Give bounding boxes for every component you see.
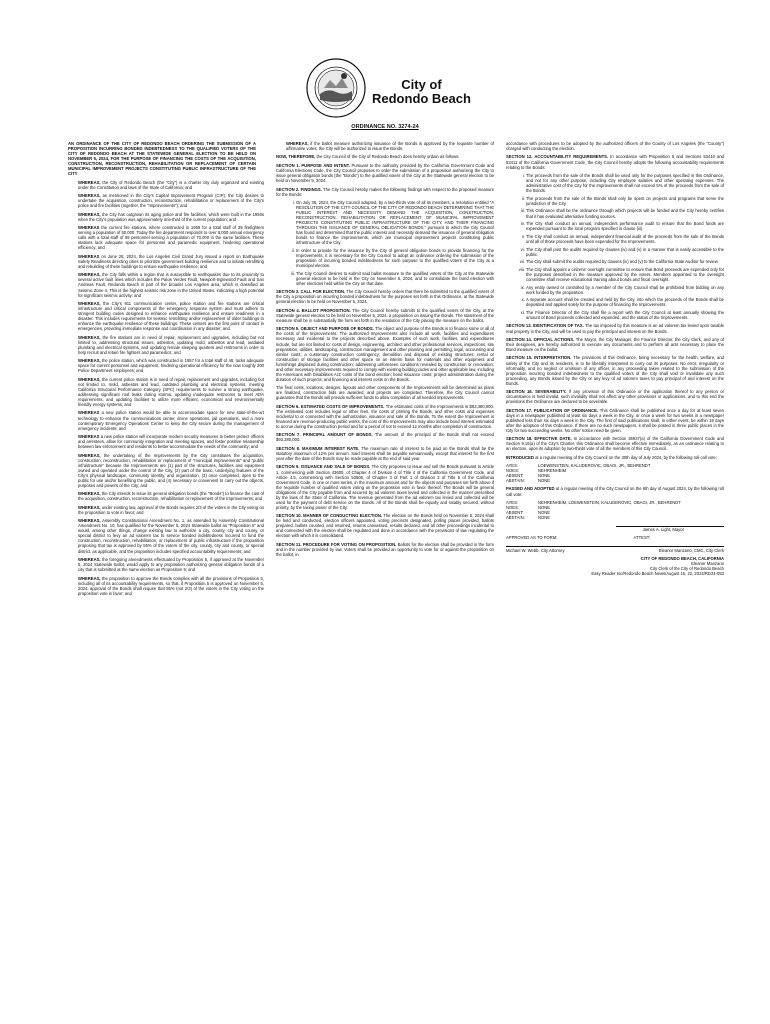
list-item: x. A separate account shall be created and held by the City, into which the proceeds of the Bonds shall be deposited and applied solely for the purpose of financing the Improvements. (526, 297, 724, 307)
vote-names: NONE (538, 478, 551, 484)
paragraph: WHEREAS, under existing law, approval of the Bonds requires 2/3 of the voters in the City voting on the proposition to vote in favor; and (78, 504, 264, 515)
paragraph: WHEREAS, the proposition to approve the Bonds complies with all the provisions of Proposition 5, including all of its accountability requirements, so that, if Proposition 5 is approved on November 5, 2024, approval of the Bonds shall require that 55% (not 2/3) of the voters in the City voting on the proposition vote in favor; and (78, 575, 264, 596)
list-item: v. The City shall conduct an annual, independent financial audit of the proceeds from the sale of the Bonds until all of those proceeds have been expended for the Improvements. (526, 234, 724, 244)
paragraph: INTRODUCED at a regular meeting of the City Council on the 30th day of July 2024, by the following roll call vote: (506, 454, 717, 460)
attorney-signature: Michael W. Webb, City Attorney (506, 547, 565, 553)
vote-label: AYES: (506, 463, 519, 469)
paragraph: accordance with procedures to be adopted by the authorized officers of the County of Los Angeles (the “County”) charged with conducting the election. (506, 141, 724, 152)
list-item: viii. The City shall appoint a citizens’ oversight committee to ensure that Bond proceeds are expended only for the purposes described in the measure approved by the voters. Members appointed to the oversight committee shall receive educational training about bonds and fiscal oversight. (526, 267, 724, 282)
list-item: xi. The Finance Director of the City shall file a report with the City Council at least annually showing the amount of Bond proceeds collected and expended, and the status of the Improvements. (526, 310, 724, 320)
footer-clerk-name: Eleanor Manzano (691, 560, 724, 566)
paragraph: SECTION 2. FINDINGS. The City Council hereby makes the following findings with respect to the proposed measure for the Bonds: (276, 186, 494, 197)
city-title (372, 78, 471, 106)
sections-1-2 (276, 141, 494, 197)
vote-names: NONE (538, 509, 551, 515)
approval-row (506, 535, 724, 540)
accountability-list (506, 173, 724, 320)
ordinance-title: AN ORDINANCE OF THE CITY OF REDONDO BEACH ORDERING THE SUBMISSION OF A PROPOSITION INCURRING BONDED INDEBTEDNESS TO THE QUALIFIED VOTERS OF THE CITY OF REDONDO BEACH AT THE STATEWIDE GENERAL ELECTION TO BE HELD ON NOVEMBER 5, 2024, FOR THE PURPOSE OF FINANCING THE COSTS OF THE ACQUISITION, CONSTRUCTION, RECONSTRUCTION, REHABILITATION OR REPLACEMENT OF CERTAIN MUNICIPAL IMPROVEMENT PROJECTS CONSTITUTING PUBLIC INFRASTRUCTURE OF THE CITY (68, 141, 256, 177)
roll-call-introduced (506, 463, 724, 483)
list-item: ix. Any entity owned or controlled by a member of the City Council shall be prohibited from bidding on any work funded by the proposition. (526, 285, 724, 295)
paragraph: WHEREAS, the City of Redondo Beach (the “City”) is a charter city duly organized and existing under the Constitution and laws of the State of California; and (78, 179, 264, 190)
paragraph: WHEREAS a new police station will incorporate modern security measures to better protect officers and arrestees, allow for community integration and meeting spaces, and foster positive relationship between law enforcement and residents to better accommodate the needs of the community; and (78, 434, 264, 450)
paragraph: SECTION 8. MAXIMUM INTEREST RATE. The maximum rate of interest to be paid on the Bonds shall be the statutory maximum of 12% per annum. Said interest shall be payable semiannually, except that interest for the first year after the date of the Bonds may be made payable at the end of said year. (276, 445, 495, 462)
vote-label: ABSTAIN: (506, 514, 525, 520)
paragraph: SECTION 13. IDENTIFICATION OF TAX. The tax imposed by this measure is an ad valorem tax levied upon taxable real property in the City, and will be used to pay the principal and interest on the Bonds. (506, 323, 724, 334)
vote-names: NONE (538, 473, 551, 479)
passed-adopted: PASSED AND ADOPTED at a regular meeting of the City Council on the 6th day of August 2024, by the following roll call vote: (506, 486, 724, 497)
city-title-line1: City of (401, 77, 442, 92)
sections-3-11 (276, 289, 494, 557)
signature-row (506, 546, 724, 553)
paragraph: SECTION 9. ISSUANCE AND SALE OF BONDS. The City proposes to issue and sell the Bonds pursuant to Article 1, commencing with Section 43600, of Chapter 4 of Division 4 of Title 4 of the California Government Code, and Article 4.5, commencing with Section 53506, of Chapter 3 of Part 1 of Division 2 of Title 5 of the California Government Code, in one or more series, in the maximum amount and for the objects and purposes set forth above if the requisite number of qualified voters voting on the proposition vote in favor thereof. The Bonds will be general obligations of the City payable from and secured by ad valorem taxes levied and collected in the manner prescribed by the laws of the State of California. The revenue generated from the ad valorem tax levied and collected will be used for the payment of debt service on the Bonds. All of the Bonds shall be equally and ratably secured, without priority, by the taxing power of the City. (276, 464, 494, 510)
approved-label: APPROVED AS TO FORM: (506, 534, 558, 540)
paragraph: WHEREAS, the undertaking of the Improvements by the City constitutes the acquisition, construction, reconstruction, rehabilitation or replacement of “municipal improvements” and “public infrastructure” because the Improvements are (1) part of the structures, facilities and equipment owned and operated under the control of the City, (2) part of the basic, underlying features of the City’s physical landscape, community identity, and organization, (3) once completed, open to the public for use and/or benefiting the public, and (4) necessary or convenient to carry out the objects, purposes and powers of the City; and (78, 452, 264, 488)
paragraph: SECTION 4. BALLOT PROPOSITION. The City Council hereby submits to the qualified voters of the City, at the Statewide general election to be held on November 5, 2024, a proposition on issuing the Bonds. The statement of the measure shall be in substantially the form set forth in the resolution of the City placing the measure on the ballot. (276, 307, 495, 323)
paragraph: SECTION 18. EFFECTIVE DATE. In accordance with Section 36937(a) of the California Government Code and Section 9.16(a) of the City’s Charter, this Ordinance shall become effective immediately, as an ordinance relating to an election, upon its adoption by two-thirds vote of all the members of this City Council. (506, 436, 724, 452)
clerk-signature: Eleanor Manzano, CMC, City Clerk (658, 547, 724, 553)
list-item: i. On July 30, 2024, the City Council adopted, by a two-thirds vote of all its members, a resolution entitled “A RESOLUTION OF THE CITY COUNCIL OF THE CITY OF REDONDO BEACH DETERMINING THAT THE PUBLIC INTEREST AND NECESSITY DEMAND THE ACQUISITION, CONSTRUCTION, RECONSTRUCTION, REHABILITATION OR REPLACEMENT OF MUNICIPAL IMPROVEMENT PROJECTS CONSTITUTING PUBLIC INFRASTRUCTURE OF THE CITY, AND THEIR FINANCING THROUGH THE ISSUANCE OF GENERAL OBLIGATION BONDS,” pursuant to which the City Council has found and determined that the public interest and necessity demand the issuance of general obligation bonds to finance the Improvements, which are municipal improvement projects constituting public infrastructure of the City. (296, 200, 494, 245)
column-left (68, 141, 264, 599)
vote-label: ABSTAIN: (506, 478, 525, 484)
vote-label: NOES: (506, 468, 520, 474)
city-seal-icon (306, 58, 366, 118)
paragraph: SECTION 17. PUBLICATION OF ORDINANCE. This Ordinance shall be published once a day for at least seven days in a newspaper published at least six days a week in the City, or once a week for two weeks in a newspaper published less than six days a week in the City. The first of said publications shall, in either event, be within 15 days after the adoption of this Ordinance. If there are no such newspapers, it shall be posted in three public places in the City for two succeeding weeks. No other notice need be given. (506, 407, 724, 433)
vote-label: ABSENT: (506, 509, 524, 515)
paragraph: WHEREAS, the City intends to issue its general obligation bonds (the “Bonds”) to finance the cost of the acquisition, construction, reconstruction, rehabilitation or replacement of the Improvements; and (78, 491, 264, 502)
paragraph: SECTION 1. PURPOSE AND INTENT. Pursuant to the authority provided by the California Government Code and California Elections Code, the City Council proposes to order the submission of a proposition authorizing the City to issue general obligation bonds (the “Bonds”) to the qualified voters of the City at the Statewide general election to be held on November 5, 2024. (276, 162, 494, 184)
paragraph: SECTION 12. ACCOUNTABILITY REQUIREMENTS. In accordance with Proposition 5 and Sections 53410 and 53411 of the California Government Code, the City Council hereby adopts the following accountability requirements relating to the Bonds: (506, 154, 724, 170)
roll-call-adopted (506, 500, 724, 520)
vote-row (506, 515, 724, 520)
sections-13-18 (506, 323, 724, 459)
section-12-intro (506, 141, 724, 170)
paragraph: SECTION 7. PRINCIPAL AMOUNT OF BONDS. The amount of the principal of the Bonds shall not exceed $93,380,000. (276, 432, 494, 443)
vote-names: LOEWENSTEIN, KALUDEROVIC, OBAGI, JR., BEHRENDT (538, 463, 651, 469)
paragraph: The final costs, locations, designs, layouts and other components of the Improvements will be determined as plans are finalized, construction bids are awarded, and projects are completed. Therefore, the City Council cannot guarantee that the Bonds will provide sufficient funds to allow completion of all needed improvements. (276, 385, 494, 401)
paragraph: SECTION 10. MANNER OF CONDUCTING ELECTION. The election on the Bonds held on November 5, 2024 shall be held and conducted, election officers appointed, voting precincts designated, polling places provided, ballots prepared, ballots counted, and returned, returns canvassed, results declared, and all other proceedings incidental to and connected with the election shall be regulated and done in accordance with the provisions of law regulating the election with which it is consolidated. (276, 513, 494, 539)
paragraph: WHEREAS, as mentioned in the City’s Capital Improvement Program (CIP), the City desires to undertake the acquisition, construction, reconstruction, rehabilitation or replacement of the City’s police and fire facilities (together, the “Improvements”); and (78, 193, 264, 209)
paragraph: SECTION 14. OFFICIAL ACTIONS. The Mayor, the City Manager, the Finance Director, the City Clerk, and any of their designees, are hereby authorized to execute any documents and to perform all acts necessary to place the Bond measure on the ballot. (506, 336, 724, 353)
paragraph: WHEREAS, if the ballot measure authorizing issuance of the Bonds is approved by the requisite number of affirmative votes, the City will be authorized to issue the Bonds. (286, 141, 494, 152)
column-right (506, 141, 724, 576)
paragraph: WHEREAS, Assembly Constitutional Amendment No. 1, as amended by Assembly Constitutional Amendment No. 10, has qualified for the November 5, 2024 Statewide ballot as “Proposition 5” and would, among other things, change existing law to authorize a city, county, city and county, or special district to levy an ad valorem tax to service bonded indebtedness incurred to fund the construction, reconstruction, rehabilitation, or replacement of public infrastructure if the proposition proposing that tax is approved by 55% of the voters of the city, county, city and county, or special district, as applicable, and the proposition includes specified accountability requirements; and (78, 518, 264, 554)
city-title-line2: Redondo Beach (372, 91, 471, 106)
list-item: i. The proceeds from the sale of the Bonds shall be used only for the purposes specified in this Ordinance, and not for any other purpose, including City employee salaries and other operating expenses. The administrative cost of the City for the Improvements shall not exceed 5% of the proceeds from the sale of the Bonds. (526, 173, 724, 193)
attest-label: ATTEST: (633, 534, 650, 540)
footer-city: CITY OF REDONDO BEACH, CALIFORNIA (640, 555, 724, 561)
paragraph: WHEREAS, the City falls within a region that is susceptible to earthquakes due to its proximity to several active fault lines which includes the Palos Verdes Fault, Newport-Inglewood Fault and San Andreas Fault, Redondo Beach is part of the broader Los Angeles area, which is classified as Seismic Zone 4. This is the highest seismic risk zone in the United States, indicating a high potential for significant seismic activity; and (78, 272, 264, 298)
paragraph: SECTION 16. SEVERABILITY. If any provision of this Ordinance or the application thereof to any person or circumstance is held invalid, such invalidity shall not affect any other provisions or applications, and to this end the provisions this Ordinance are declared to be severable. (506, 389, 724, 405)
list-item: iii. This Ordinance shall be the ordinance through which projects will be funded and the City hereby certifies that it has evaluated alternative funding sources. (526, 208, 724, 218)
ordinance-number: ORDINANCE NO. 3274-24 (351, 124, 419, 130)
paragraph: SECTION 6. ESTIMATED COSTS OF IMPROVEMENTS. The estimated costs of the Improvements is $93,380,000. The estimated cost includes legal or other fees, the costs of printing the Bonds, and other costs and expenses incidental to or connected with the authorization, issuance and sale of the Bonds. To the extent the Improvement is financed are revenue-producing public works, the cost of the Improvements may also include bond interest estimated to accrue during the construction period and for a period of not to exceed 12 months after completion of construction. (276, 403, 494, 429)
paragraph: SECTION 5. OBJECT AND PURPOSE OF BONDS. The object and purpose of the Bonds is to finance some or all of the costs of the Improvements. The authorized Improvements also include all work, facilities and expenditures necessary and incidental to the projects described above. Examples of such work, facilities, and expenditures include, but are not limited to: costs of design, engineering, architect and other professional services, inspections, site preparation, utilities, landscaping, construction management and other planning and permitting, legal, accounting and similar costs; a customary construction contingency; demolition and disposal of existing structures; rental or construction of storage facilities and other space on an interim basis for materials and other equipment and furnishings displaced during construction; addressing unforeseen conditions revealed by construction or renovation; and other necessary improvements required to comply with existing building codes and other applicable law, including the Americans with Disabilities Act; costs of the bond election; bond issuance costs; project administration during the duration of such projects; and financing and interest costs on the Bonds. (276, 326, 494, 382)
paragraph: SECTION 11. PROCEDURE FOR VOTING ON PROPOSITION. Ballots for the election shall be provided in the form and in the number provided by law. Voters shall be provided an opportunity to vote for or against the proposition on the ballot, in (276, 541, 494, 557)
paragraph: NOW, THEREFORE, the City Council of the City of Redondo Beach does hereby ordain as follows: (276, 154, 460, 160)
recitals (68, 180, 264, 596)
paragraph: WHEREAS, the foregoing amendments effectuated by Proposition 5, if approved at the November 5, 2024 Statewide ballot, would apply to any proposition authorizing general obligation bonds of a city that is submitted at the same election as Proposition 5; and (78, 556, 264, 573)
paragraph: WHEREAS, the City has outgrown its aging police and fire facilities, which were built in the 1950s when the City’s population was approximately one-third of the current population; and (78, 211, 264, 222)
vote-row (506, 478, 724, 483)
list-item: iii. The City Council desires to submit said ballot measure to the qualified voters of the City at the Statewide general election to be held in the City on November 5, 2024, and to consolidate the bond election with other elections held within the City on that date. (296, 271, 494, 286)
list-item: vi. The City shall post the audits required by clauses (iv) and (v) in a manner that is easily accessible to the public. (526, 247, 724, 257)
paragraph: WHEREAS, the police station, which was constructed in 1957 for a total staff of 48, lacks adequate space for current personnel and equipment, hindering operational efficiency for the now roughly 200 Police Department employees; and (78, 358, 264, 374)
page-header (0, 0, 770, 140)
list-item: iv. The City shall conduct an annual, independent performance audit to ensure that the Bond funds are expended pursuant to the local program specified in clause (iii). (526, 221, 724, 231)
paragraph: WHEREAS the current fire stations, where constructed in 1959 for a total staff of 39 firefighters serving a population of 50,000. Today the fire department responds to over 8,000 annual emergency calls with a total staff of 69 personnel serving a population of 70,000 in the same facilities. These stations lack adequate space for personnel and paramedic equipment, hindering operational efficiency; and (78, 225, 264, 251)
paragraph: SECTION 3. CALL FOR ELECTION. The City Council hereby orders that there be submitted to the qualified voters of the City a proposition on incurring bonded indebtedness for the purposes set forth in this Ordinance, at the Statewide general election to be held on November 5, 2024. (276, 289, 494, 305)
paragraph: WHEREAS a new police station would be able to accommodate space for new state-of-the-art technology to enhance the communications center, drone operations, jail operations, and a more contemporary Emergency Operations Center to keep the City secure during the management of emergency incidents; and (78, 410, 264, 431)
paragraph: WHEREAS, the current police station is in need of repair, replacement and upgrades, including but not limited to, mold, asbestos and lead, outdated plumbing and electrical systems, meeting California Structural Performance Category (SPC) requirements to survive a strong earthquake, addressing significant roof leaks during storms, updating inadequate restrooms to meet ADA requirements, and updating facilities to utilize more efficient, economical and environmentally friendly energy systems; and (78, 376, 264, 408)
column-middle (276, 141, 494, 560)
footer-clerk-title: City Clerk of the City of Redondo Beach (649, 565, 724, 571)
paragraph: SECTION 15. INTERPRETATION. The provisions of this Ordinance, being necessary for the health, welfare, and safety of the City and its residents, is to be liberally interpreted to carry out its purposes. No error, irregularity or informality, and no neglect or omission of any officer, in any proceeding taken related to the submission of the proposition incurring bonded indebtedness to the qualified voters of the City shall void or invalidate any such proceeding, any Bonds issued by the City or any levy of ad valorem taxes to pay principal of and interest on the Bonds. (506, 355, 724, 386)
vote-label: ABSENT: (506, 473, 524, 479)
vote-names: NEHRENHEIM (538, 468, 567, 474)
paragraph: WHEREAS, the City’s 911 communication center, police station and fire stations are critical infrastructure and critical components of the emergency response system and must adhere to stringent building codes designed to enhance earthquake resilience and ensure readiness in a disaster. This includes requirements for seismic retrofitting and/or replacement of older buildings to enhance the earthquake resilience of these buildings. These centers are the first point of contact in emergencies, providing immediate response and coordination in any disaster; and (78, 301, 264, 332)
paragraph: WHEREAS on June 28, 2024, the Los Angeles Civil Grand Jury issued a report on Earthquake Safety Readiness directing cities to prioritize government building resilience and to initiate retrofitting and rebuilding of these buildings to ensure earthquake resilience; and (78, 253, 264, 269)
vote-names: NEHRENHEIM, LOEWENSTEIN, KALUDEROVIC, OBAGI, JR., BEHRENDT (538, 499, 681, 505)
paragraph: WHEREAS, the fire stations are in need of repair, replacement and upgrades, including but not limited to, addressing structural issues, asbestos, updating mold, asbestos and lead, outdated plumbing and electrical systems, and updating female sleeping quarters and restrooms in order to help recruit and retain fire fighters and paramedics; and (78, 334, 264, 355)
vote-label: NOES: (506, 504, 520, 510)
mayor-signature: James A. Light, Mayor (642, 526, 684, 532)
vote-label: AYES: (506, 499, 519, 505)
findings-list (276, 200, 494, 286)
list-item: ii. The proceeds from the sale of the Bonds shall only be spent on projects and programs that serve the jurisdiction of the City. (526, 196, 724, 206)
list-item: vii. The City shall submit the audits required by clauses (iv) and (v) to the California State Auditor for review. (526, 259, 724, 264)
vote-names: NONE (538, 504, 551, 510)
footer-publication: Easy Reader Inc/Redondo Beach News/August 15, 22, 2024/RD24-053 (591, 571, 724, 577)
list-item: ii. In order to provide for the issuance by the City of general obligation bonds to provide financing for the Improvements, it is necessary for the City Council to adopt an ordinance ordering the submission of the proposition of incurring bonded indebtedness for such purpose to the qualified voters of the City at a municipal election. (296, 248, 494, 268)
vote-names: NONE (538, 514, 551, 520)
